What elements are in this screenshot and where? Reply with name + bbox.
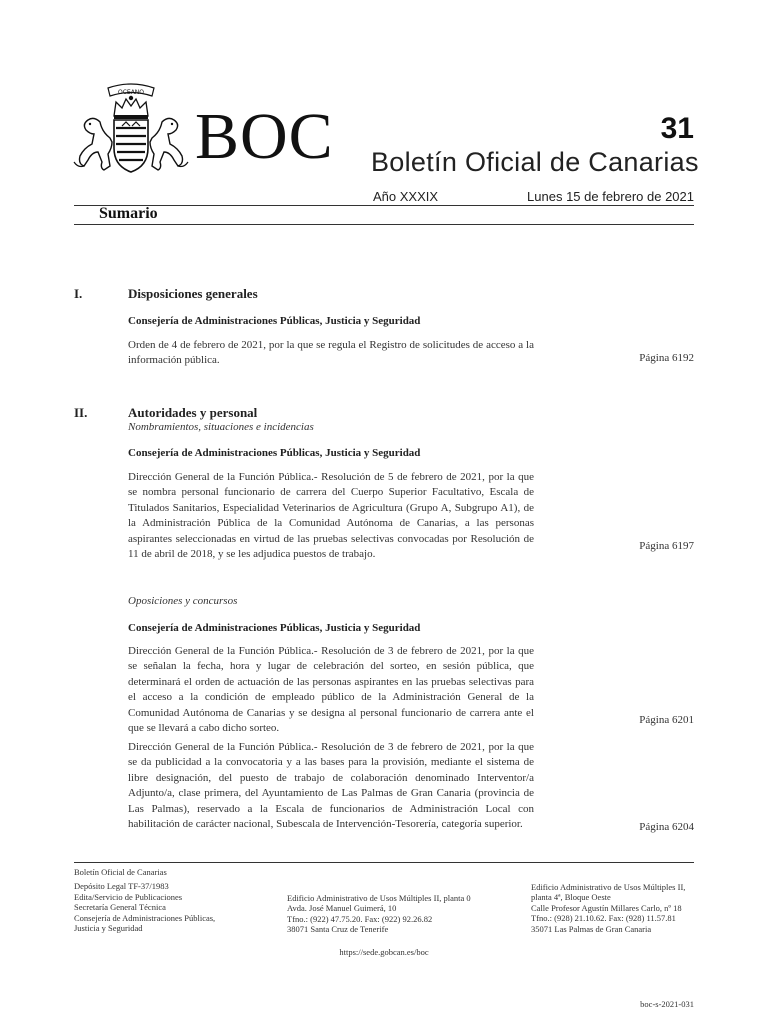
department-heading: Consejería de Administraciones Públicas, Justicia y Seguridad xyxy=(128,315,421,327)
section-number: I. xyxy=(74,286,83,301)
footer-divider xyxy=(74,862,694,863)
coat-of-arms-logo xyxy=(70,82,192,178)
footer-url-link[interactable]: https://sede.gobcan.es/boc xyxy=(339,947,429,957)
issue-number: 31 xyxy=(660,112,694,145)
section-number: II. xyxy=(74,405,88,420)
footer-las-palmas-address: Edificio Administrativo de Usos Múltiples II, planta 4ª, Bloque Oeste Calle Profesor Agustín Millares Carlo, nº 18 Tfno.: (928) 21.10.62. Fax: (928) 11.57.81 35071 Las Palmas de Gran Canaria xyxy=(531,882,686,934)
section-title: Autoridades y personal xyxy=(128,405,258,420)
footer-publisher-info: Boletín Oficial de Canarias Depósito Legal TF-37/1983 Edita/Servicio de Publicaciones Secretaría General Técnica Consejería de Administraciones Públicas, Justicia y Seguridad xyxy=(74,867,216,934)
summary-entry[interactable]: Dirección General de la Función Pública.- Resolución de 3 de febrero de 2021, por la que se señalan la fecha, hora y lugar de celebración del sorteo, en sesión pública, que determinará el orden de actuación de las personas aspirantes en las pruebas selectivas para el acceso a la condición de empleado público de la Administración General de la Comunidad Autónoma de Canarias y se designa al personal funcionario de carrera ante el que se llevará a cabo dicho sorteo. xyxy=(128,645,534,735)
page-reference[interactable]: Página 6201 xyxy=(639,714,694,726)
section-title: Disposiciones generales xyxy=(128,286,258,301)
footer-tenerife-address: Edificio Administrativo de Usos Múltiples II, planta 0 Avda. José Manuel Guimerá, 10 Tfno.: (922) 47.75.20. Fax: (922) 92.26.82 38071 Santa Cruz de Tenerife xyxy=(287,893,471,935)
year-label: Año XXXIX xyxy=(373,189,439,204)
summary-entry[interactable]: Dirección General de la Función Pública.- Resolución de 5 de febrero de 2021, por la que se nombra personal funcionario de carrera del Cuerpo Superior Facultativo, Escala de Titulados Sanitarios, Especialidad Veterinarios de Agricultura (Grupo A, Subgrupo A1), de la Administración Pública de la Comunidad Autónoma de Canarias, a las personas aspirantes seleccionadas en virtud de las pruebas selectivas convocadas por Resolución de 11 de abril de 2018, y se les adjudica puestos de trabajo. xyxy=(128,471,534,561)
section-subtitle: Nombramientos, situaciones e incidencias xyxy=(128,421,314,433)
department-heading: Consejería de Administraciones Públicas, Justicia y Seguridad xyxy=(128,622,421,634)
publication-title: Boletín Oficial de Canarias xyxy=(371,147,699,177)
summary-band xyxy=(74,205,694,225)
summary-heading: Sumario xyxy=(99,205,158,222)
subsection-heading: Oposiciones y concursos xyxy=(128,595,238,607)
summary-entry[interactable]: Dirección General de la Función Pública.- Resolución de 3 de febrero de 2021, por la que se da publicidad a la convocatoria y a las bases para la provisión, mediante el sistema de libre designación, del puesto de trabajo de colaboración denominado Interventor/a Adjunto/a, clase primera, del Ayuntamiento de Las Palmas de Gran Canaria (provincia de Las Palmas), reservado a la Escala de funcionarios de Administración Local con habilitación de carácter nacional, Subescala de Intervención-Tesorería, categoría superior. xyxy=(128,741,534,831)
boc-logo-text: BOC xyxy=(195,100,334,173)
svg-text:OCEANO: OCEANO xyxy=(117,89,145,96)
summary-entry[interactable]: Orden de 4 de febrero de 2021, por la que se regula el Registro de solicitudes de acceso a la información pública. xyxy=(128,339,534,367)
page-reference[interactable]: Página 6192 xyxy=(639,352,694,364)
department-heading: Consejería de Administraciones Públicas, Justicia y Seguridad xyxy=(128,447,421,459)
page-reference[interactable]: Página 6204 xyxy=(639,821,694,833)
date-label: Lunes 15 de febrero de 2021 xyxy=(527,189,694,204)
document-code: boc-s-2021-031 xyxy=(640,999,694,1009)
page-reference[interactable]: Página 6197 xyxy=(639,540,694,552)
